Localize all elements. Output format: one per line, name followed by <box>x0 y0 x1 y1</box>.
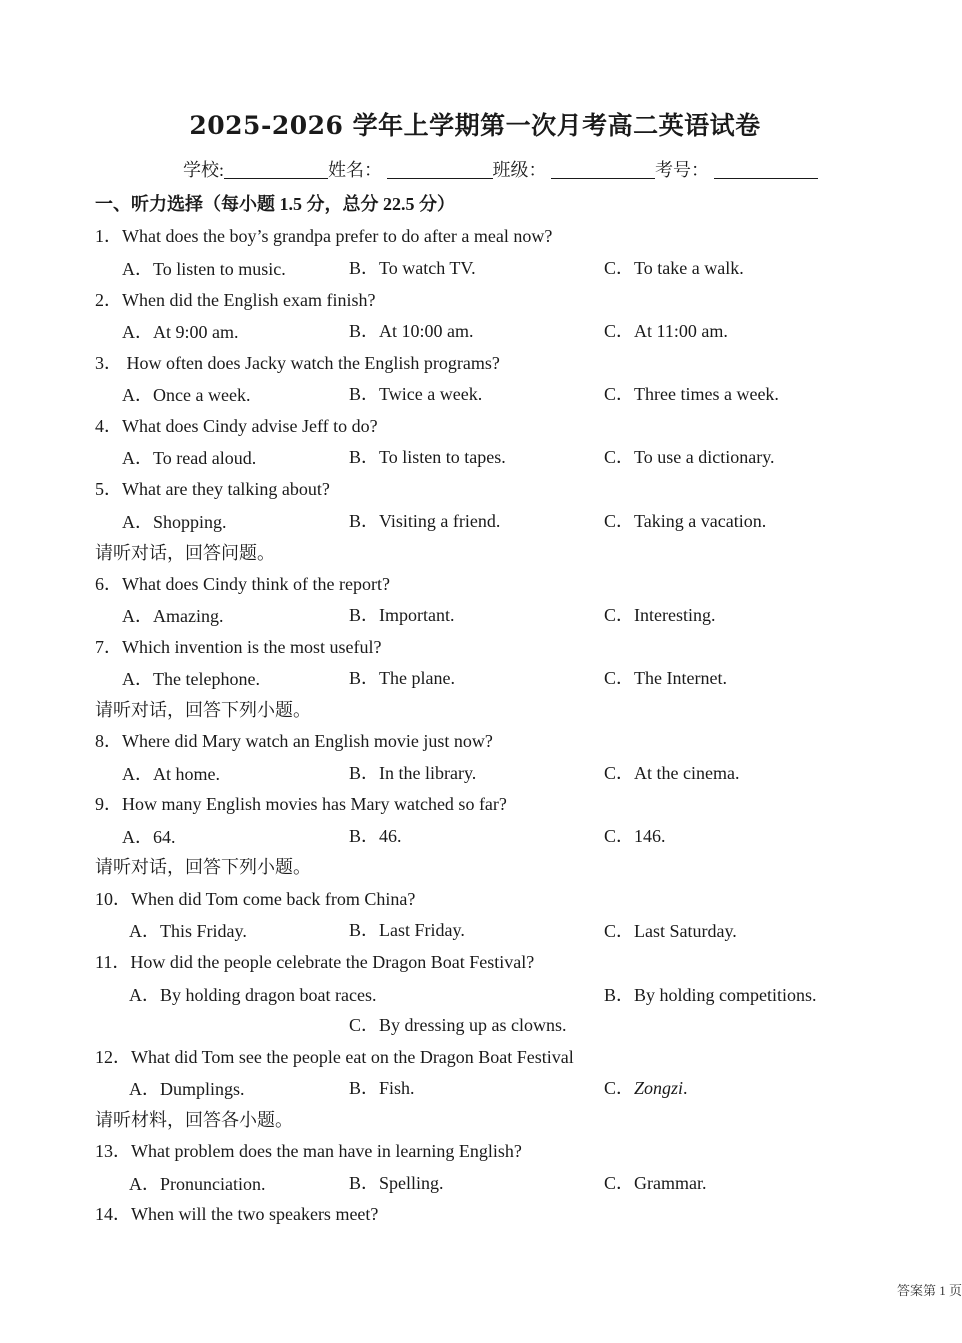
q12-option-c-italic: Zongzi <box>634 1078 684 1098</box>
question-6: 6．What does Cindy think of the report? <box>95 574 390 594</box>
question-13: 13．What problem does the man have in learning English? <box>95 1141 522 1161</box>
name-label: 姓名： <box>328 160 383 180</box>
question-14: 14．When will the two speakers meet? <box>95 1204 379 1224</box>
q10-option-b: B．Last Friday. <box>349 920 465 940</box>
q10-option-a: A．This Friday. <box>129 921 247 941</box>
question-10: 10．When did Tom come back from China? <box>95 889 416 909</box>
question-5: 5．What are they talking about? <box>95 479 330 499</box>
q9-option-a: A．64. <box>122 827 176 847</box>
question-12: 12．What did Tom see the people eat on the Dragon Boat Festival <box>95 1047 574 1067</box>
question-2: 2．When did the English exam finish? <box>95 290 376 310</box>
class-label: 班级： <box>492 160 547 180</box>
question-7: 7．Which invention is the most useful? <box>95 637 382 657</box>
q11-option-a: A．By holding dragon boat races. <box>129 985 377 1005</box>
page-footer: 答案第 1 页 <box>896 1283 962 1298</box>
q10-option-c: C．Last Saturday. <box>604 921 737 941</box>
question-9: 9．How many English movies has Mary watched so far? <box>95 794 507 814</box>
school-label: 学校: <box>183 160 225 180</box>
q12-option-c <box>604 1074 688 1100</box>
q13-option-a: A．Pronunciation. <box>129 1174 266 1194</box>
q9-option-b: B．46. <box>349 826 402 846</box>
q8-option-a: A．At home. <box>122 764 220 784</box>
question-1: 1．What does the boy’s grandpa prefer to do after a meal now? <box>95 226 553 246</box>
q4-option-a: A．To read aloud. <box>122 448 257 468</box>
q13-option-b: B．Spelling. <box>349 1173 444 1193</box>
page-title: 2025-2026 学年上学期第一次月考高二英语试卷 <box>189 111 761 140</box>
name-blank <box>387 160 493 179</box>
exam-number-blank <box>714 160 818 179</box>
q2-option-c: C．At 11:00 am. <box>604 321 728 341</box>
q6-option-a: A．Amazing. <box>122 606 224 626</box>
question-4: 4．What does Cindy advise Jeff to do? <box>95 416 378 436</box>
q8-option-b: B．In the library. <box>349 763 477 783</box>
q1-option-a: A．To listen to music. <box>122 259 286 279</box>
listening-instruction: 请听对话，回答下列小题。 <box>95 857 311 877</box>
q4-option-b: B．To listen to tapes. <box>349 447 506 467</box>
q4-option-c: C．To use a dictionary. <box>604 447 775 467</box>
q5-option-a: A．Shopping. <box>122 512 227 532</box>
q1-option-b: B．To watch TV. <box>349 258 476 278</box>
student-info-row <box>183 156 818 182</box>
question-3: 3． How often does Jacky watch the English programs? <box>95 353 500 373</box>
q9-option-c: C．146. <box>604 826 666 846</box>
q3-option-c: C．Three times a week. <box>604 384 779 404</box>
q11-option-c: C．By dressing up as clowns. <box>349 1015 567 1035</box>
listening-instruction: 请听材料，回答各小题。 <box>95 1110 293 1130</box>
q6-option-b: B．Important. <box>349 605 455 625</box>
q1-option-c: C．To take a walk. <box>604 258 744 278</box>
q12-option-c-prefix: C． <box>604 1078 635 1098</box>
q6-option-c: C．Interesting. <box>604 605 716 625</box>
q12-option-a: A．Dumplings. <box>129 1079 245 1099</box>
q7-option-a: A．The telephone. <box>122 669 260 689</box>
class-blank <box>551 160 655 179</box>
q2-option-a: A．At 9:00 am. <box>122 322 239 342</box>
q12-option-c-suffix: . <box>683 1078 688 1098</box>
q5-option-c: C．Taking a vacation. <box>604 511 767 531</box>
q7-option-b: B．The plane. <box>349 668 455 688</box>
q3-option-b: B．Twice a week. <box>349 384 483 404</box>
q11-option-b: B．By holding competitions. <box>604 985 817 1005</box>
exam-number-label: 考号： <box>655 160 710 180</box>
listening-instruction: 请听对话，回答下列小题。 <box>95 700 311 720</box>
question-11: 11．How did the people celebrate the Dragon Boat Festival? <box>95 952 535 972</box>
question-8: 8．Where did Mary watch an English movie just now? <box>95 731 493 751</box>
q12-option-b: B．Fish. <box>349 1078 415 1098</box>
q5-option-b: B．Visiting a friend. <box>349 511 501 531</box>
q13-option-c: C．Grammar. <box>604 1173 707 1193</box>
q3-option-a: A．Once a week. <box>122 385 251 405</box>
q2-option-b: B．At 10:00 am. <box>349 321 474 341</box>
listening-instruction: 请听对话，回答问题。 <box>95 543 275 563</box>
school-blank <box>224 160 328 179</box>
q8-option-c: C．At the cinema. <box>604 763 740 783</box>
q7-option-c: C．The Internet. <box>604 668 727 688</box>
section-heading: 一、听力选择（每小题 1.5 分，总分 22.5 分） <box>95 194 455 214</box>
